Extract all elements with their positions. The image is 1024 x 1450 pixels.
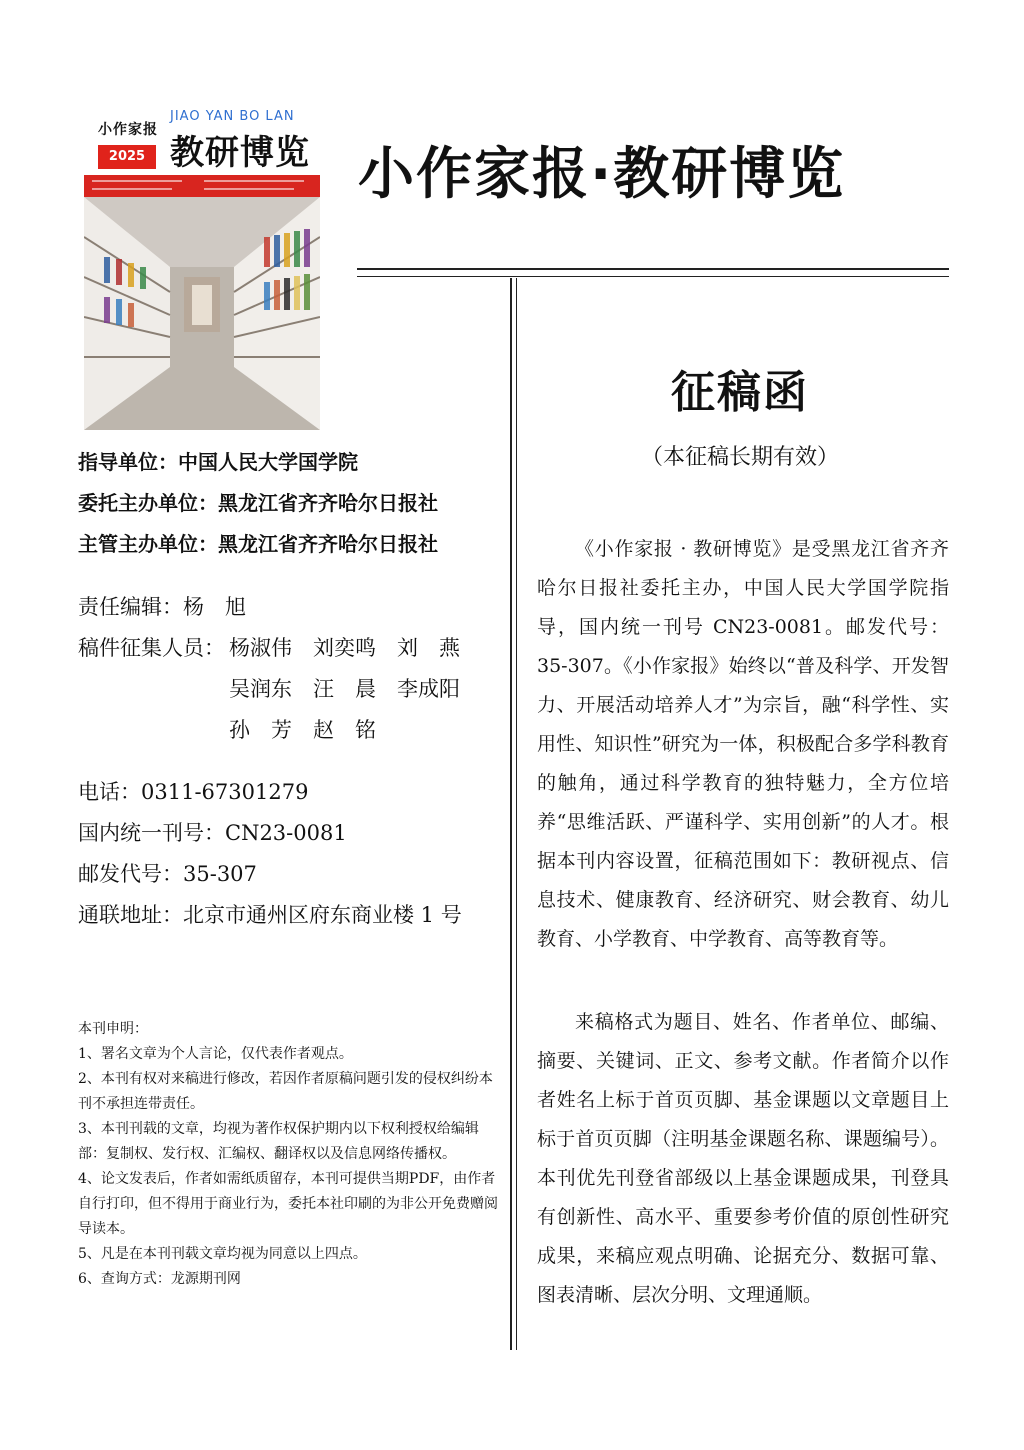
masthead-rule-thin — [357, 276, 949, 277]
letter-title: 征稿函 — [671, 367, 809, 418]
cover-header — [84, 105, 320, 197]
masthead-rule-thick — [357, 268, 949, 270]
column-divider-thick — [510, 278, 512, 1350]
notice-item: 2、本刊有权对来稿进行修改，若因作者原稿问题引发的侵权纠纷本刊不承担连带责任。 — [78, 1071, 493, 1112]
notice-item: 4、论文发表后，作者如需纸质留存，本刊可提供当期PDF，由作者自行打印，但不得用于商业行为，委托本社印刷的为非公开免费赠阅导读本。 — [78, 1171, 498, 1237]
column-divider-thin — [516, 278, 517, 1350]
cover-red-band — [84, 175, 320, 197]
mailing-address: 通联地址：北京市通州区府东商业楼 1 号 — [78, 903, 462, 927]
notice-item: 6、查询方式：龙源期刊网 — [78, 1271, 241, 1287]
notice-item: 5、凡是在本刊刊载文章均视为同意以上四点。 — [78, 1246, 367, 1262]
cover-pinyin: JIAO YAN BO LAN — [170, 109, 295, 124]
journal-cover — [84, 105, 320, 430]
letter-paragraph-2: 来稿格式为题目、姓名、作者单位、邮编、摘要、关键词、正文、参考文献。作者简介以作者姓名上标于首页页脚、基金课题以文章题目上标于首页页脚（注明基金课题名称、课题编号）。本刊优先刊登省部级以上基金课题成果，刊登具有创新性、高水平、重要参考价值的原创性研究成果，来稿应观点明确、论据充分、数据可靠、图表清晰、层次分明、文理通顺。 — [537, 1011, 949, 1306]
collectors-row-1: 杨淑伟 刘奕鸣 刘 燕 — [229, 636, 460, 660]
collectors-label: 稿件征集人员： — [78, 636, 225, 660]
collectors-row-3: 孙 芳 赵 铭 — [229, 718, 376, 742]
notice-item: 3、本刊刊载的文章，均视为著作权保护期内以下权利授权给编辑部：复制权、发行权、汇编权、翻译权以及信息网络传播权。 — [78, 1121, 479, 1162]
masthead-title: 小作家报·教研博览 — [358, 142, 846, 207]
notice-heading: 本刊申明： — [78, 1021, 148, 1037]
letter-paragraph-1: 《小作家报 · 教研博览》是受黑龙江省齐齐哈尔日报社委托主办，中国人民大学国学院指导，国内统一刊号 CN23-0081。邮发代号：35-307。《小作家报》始终以“普及科学、开发智力、开展活动培养人才”为宗旨，融“科学性、实用性、知识性”研究为一体，积极配合多学科教育的触角，通过科学教育的独特魅力，全方位培养“思维活跃、严谨科学、实用创新”的人才。根据本刊内容设置，征稿范围如下：教研视点、信息技术、健康教育、经济研究、财会教育、幼儿教育、小学教育、中学教育、高等教育等。 — [537, 538, 949, 950]
bookstore-aisle-photo — [84, 197, 320, 430]
notice-item: 1、署名文章为个人言论，仅代表作者观点。 — [78, 1046, 353, 1062]
cover-title: 教研博览 — [170, 133, 310, 173]
cover-year-badge: 2025 — [98, 145, 156, 169]
phone: 电话：0311-67301279 — [78, 780, 309, 804]
supervise-unit: 主管主办单位：黑龙江省齐齐哈尔日报社 — [78, 532, 438, 556]
letter-subtitle: （本征稿长期有效） — [640, 445, 839, 470]
journal-notice — [78, 1017, 498, 1292]
guide-unit: 指导单位：中国人民大学国学院 — [78, 450, 358, 474]
collectors-row-2: 吴润东 汪 晨 李成阳 — [229, 677, 460, 701]
cover-brand-small: 小作家报 — [98, 122, 158, 138]
postal-code: 邮发代号：35-307 — [78, 862, 257, 886]
responsible-editor: 责任编辑：杨 旭 — [78, 595, 246, 619]
issn: 国内统一刊号：CN23-0081 — [78, 821, 347, 845]
entrust-unit: 委托主办单位：黑龙江省齐齐哈尔日报社 — [78, 491, 438, 515]
